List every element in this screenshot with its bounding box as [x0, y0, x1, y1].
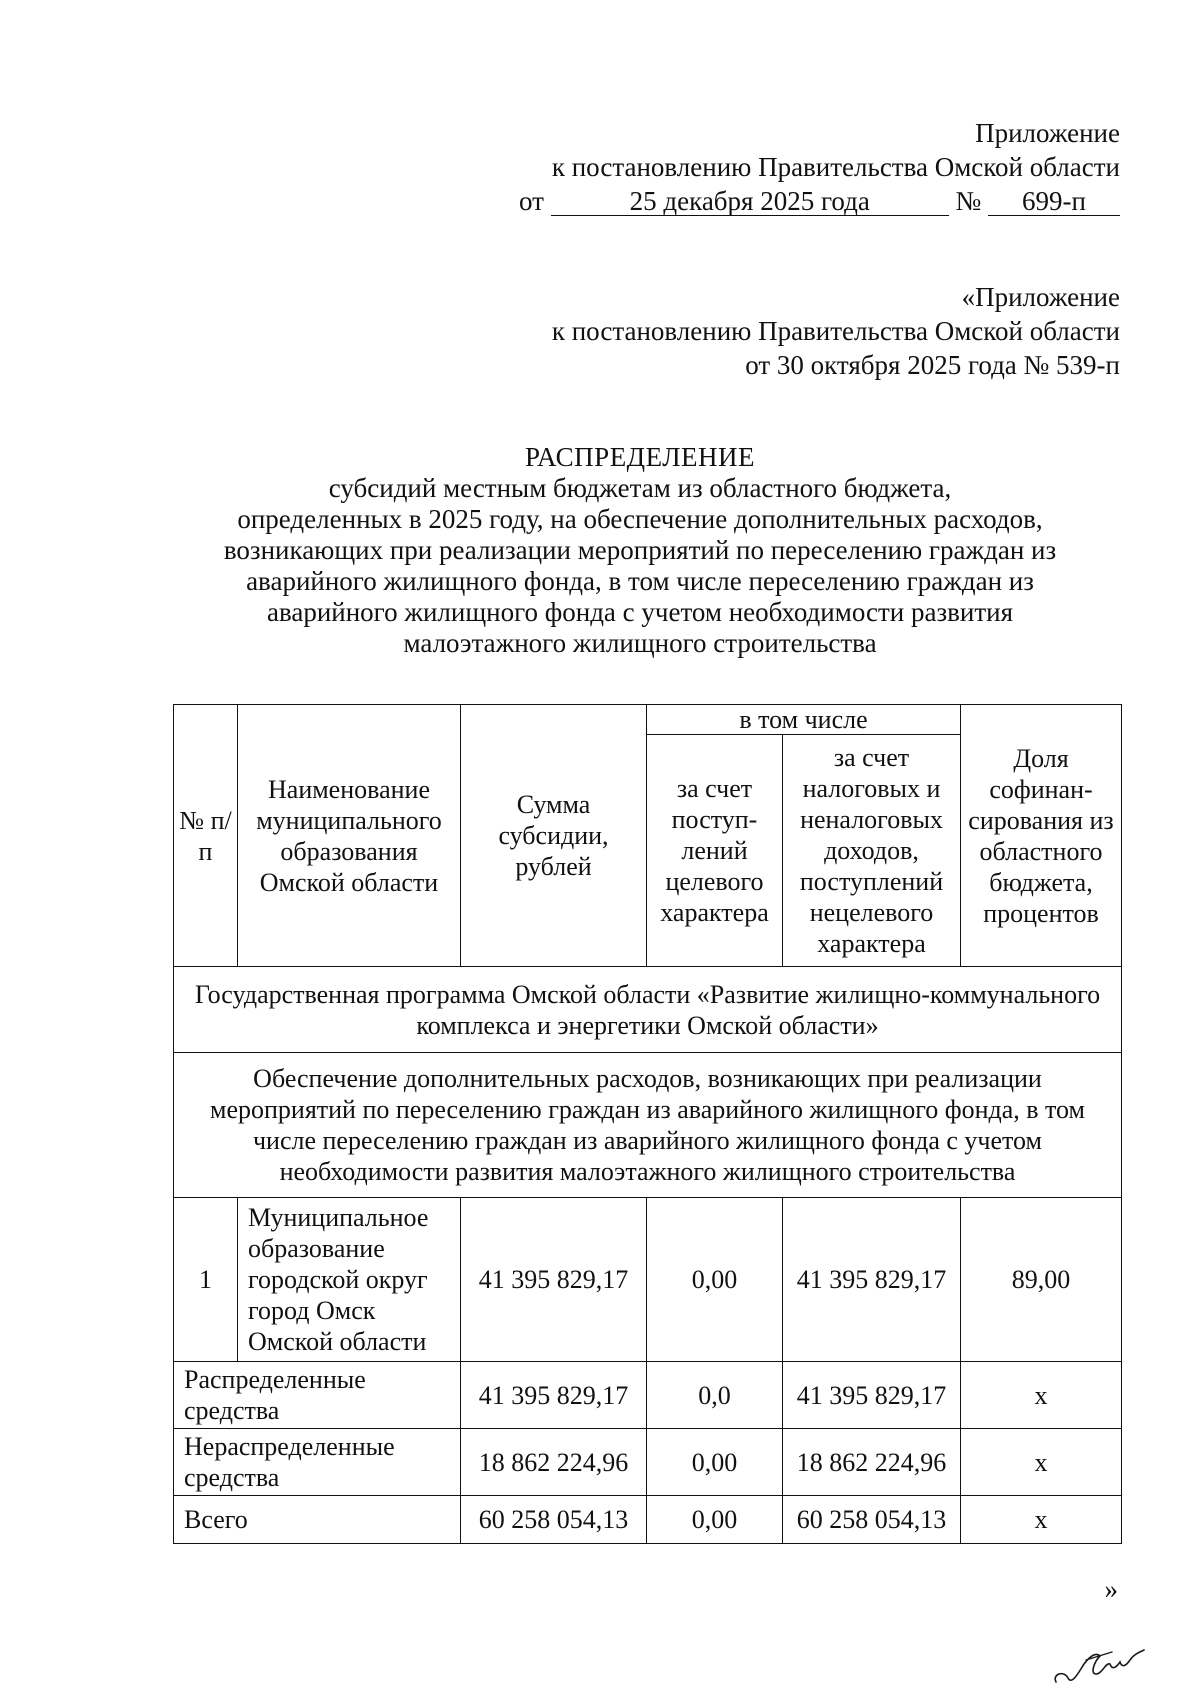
row-share: 89,00	[961, 1198, 1122, 1362]
title-line-6: малоэтажного жилищного строительства	[403, 628, 877, 658]
total-share: x	[961, 1429, 1122, 1496]
total-sum: 60 258 054,13	[461, 1496, 647, 1544]
total-target: 0,00	[647, 1429, 783, 1496]
total-tax: 60 258 054,13	[783, 1496, 961, 1544]
title-line-3: возникающих при реализации мероприятий по переселению граждан из	[223, 535, 1057, 565]
title-main: РАСПРЕДЕЛЕНИЕ	[524, 442, 756, 472]
header-sum: Сумма субсидии, рублей	[461, 705, 647, 967]
appendix-date-line	[519, 184, 1120, 218]
table-row	[174, 1362, 1122, 1429]
row-sum: 41 395 829,17	[461, 1198, 647, 1362]
total-sum: 18 862 224,96	[461, 1429, 647, 1496]
total-target: 0,00	[647, 1496, 783, 1544]
appendix-header	[519, 116, 1120, 218]
header-including: в том числе	[647, 705, 961, 735]
header-tax: за счет налоговых и неналоговых доходов, поступлений нецелевого характера	[783, 735, 961, 967]
table-row	[174, 1198, 1122, 1362]
total-label: Нераспределенные средства	[174, 1429, 461, 1496]
total-tax: 41 395 829,17	[783, 1362, 961, 1429]
resolution-number: 699-п	[988, 187, 1120, 216]
total-share: x	[961, 1362, 1122, 1429]
row-num: 1	[174, 1198, 238, 1362]
row-name: Муниципальное образование городской округ город Омск Омской области	[238, 1198, 461, 1362]
total-target: 0,0	[647, 1362, 783, 1429]
signature-mark	[1050, 1640, 1150, 1695]
closing-quote: »	[1104, 1574, 1118, 1604]
original-appendix-header	[552, 280, 1120, 382]
header-name: Наименование муниципального образования Омской области	[238, 705, 461, 967]
resolution-date: 25 декабря 2025 года	[551, 187, 949, 216]
total-label: Всего	[174, 1496, 461, 1544]
header-num: № п/п	[174, 705, 238, 967]
total-sum: 41 395 829,17	[461, 1362, 647, 1429]
original-appendix-label: «Приложение	[961, 282, 1120, 312]
title-line-5: аварийного жилищного фонда с учетом необходимости развития	[266, 597, 1014, 627]
row-tax: 41 395 829,17	[783, 1198, 961, 1362]
total-tax: 18 862 224,96	[783, 1429, 961, 1496]
header-target: за счет поступ-лений целевого характера	[647, 735, 783, 967]
title-line-4: аварийного жилищного фонда, в том числе переселению граждан из	[246, 566, 1034, 596]
row-target: 0,00	[647, 1198, 783, 1362]
total-label: Распределенные средства	[174, 1362, 461, 1429]
header-share: Доля софинан-сирования из областного бюджета, процентов	[961, 705, 1122, 967]
table-row	[174, 1429, 1122, 1496]
table-row	[174, 1496, 1122, 1544]
document-title	[150, 442, 1130, 659]
title-line-1: субсидий местным бюджетам из областного бюджета,	[328, 473, 952, 503]
original-resolution-line: к постановлению Правительства Омской области	[551, 316, 1120, 346]
date-prefix: от	[519, 186, 544, 216]
appendix-label: Приложение	[975, 118, 1120, 148]
program-row: Государственная программа Омской области «Развитие жилищно-коммунального комплекса и энергетики Омской области»	[174, 967, 1122, 1053]
number-prefix: №	[955, 186, 982, 216]
original-resolution-date: от 30 октября 2025 года № 539-п	[745, 350, 1120, 380]
distribution-table	[173, 704, 1122, 1544]
total-share: x	[961, 1496, 1122, 1544]
measure-row: Обеспечение дополнительных расходов, возникающих при реализации мероприятий по переселению граждан из аварийного жилищного фонда, в том числе переселению граждан из аварийного жилищного фонда с учетом необходимости развития малоэтажного жилищного строительства	[174, 1053, 1122, 1198]
appendix-resolution-line: к постановлению Правительства Омской области	[551, 152, 1120, 182]
title-line-2: определенных в 2025 году, на обеспечение дополнительных расходов,	[237, 504, 1043, 534]
